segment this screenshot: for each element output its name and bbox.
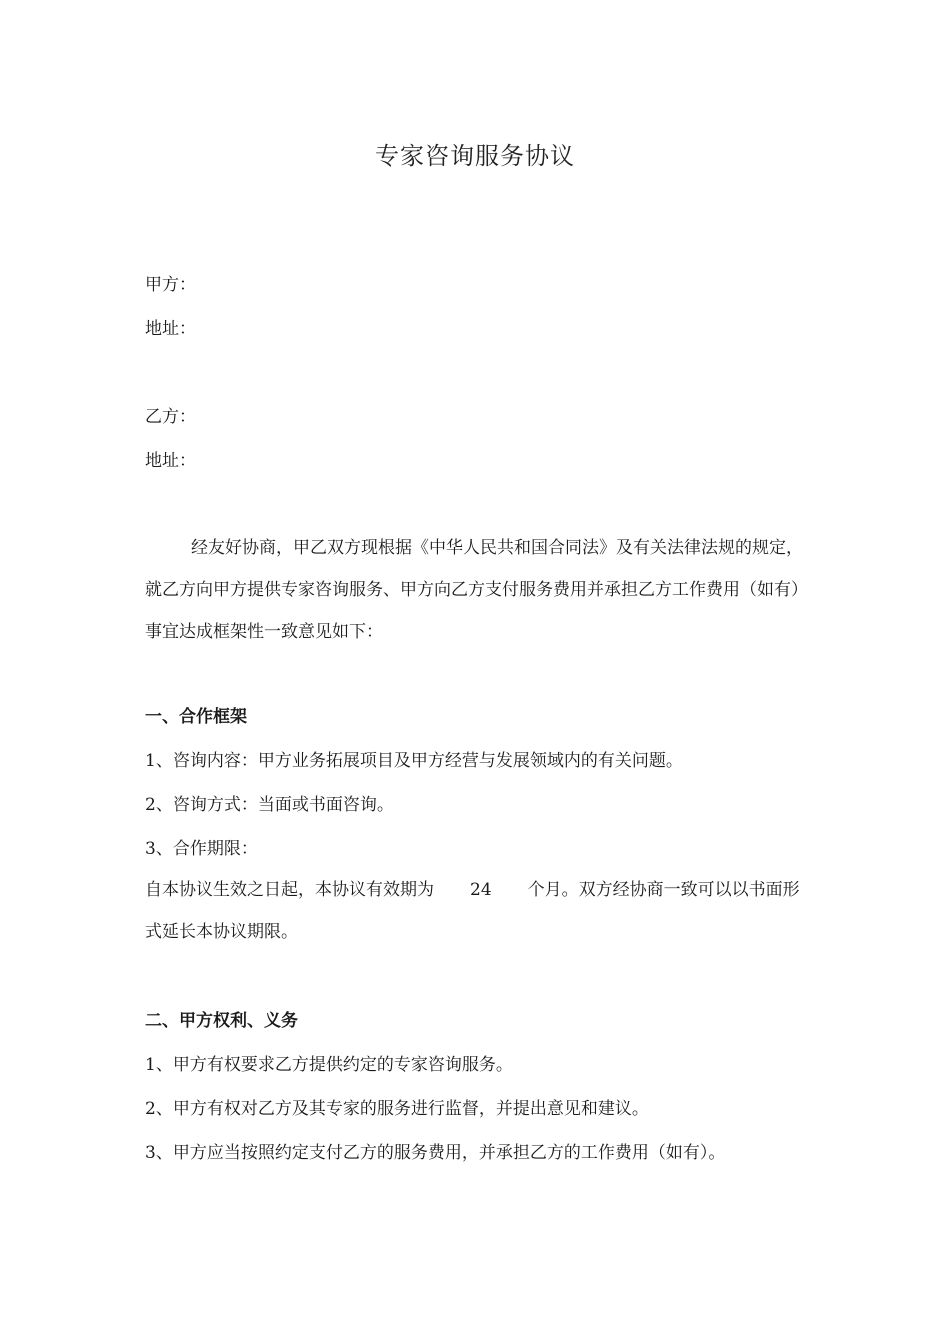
party-b-label: 乙方： bbox=[145, 407, 196, 427]
section2-heading: 二、甲方权利、义务 bbox=[145, 1011, 298, 1031]
party-a-address-label: 地址： bbox=[145, 319, 196, 339]
term-paragraph bbox=[145, 869, 807, 953]
section2-item1: 1、甲方有权要求乙方提供约定的专家咨询服务。 bbox=[145, 1055, 513, 1075]
section2-item3: 3、甲方应当按照约定支付乙方的服务费用，并承担乙方的工作费用（如有）。 bbox=[145, 1143, 726, 1163]
party-b-address-label: 地址： bbox=[145, 451, 196, 471]
party-a-label: 甲方： bbox=[145, 275, 196, 295]
document-title: 专家咨询服务协议 bbox=[375, 142, 575, 170]
section2-item2: 2、甲方有权对乙方及其专家的服务进行监督，并提出意见和建议。 bbox=[145, 1099, 649, 1119]
term-months: 24 bbox=[470, 880, 492, 900]
section1-item2: 2、咨询方式：当面或书面咨询。 bbox=[145, 795, 394, 815]
term-text-before: 自本协议生效之日起，本协议有效期为 bbox=[145, 880, 434, 900]
section1-heading: 一、合作框架 bbox=[145, 707, 247, 727]
preamble-paragraph bbox=[145, 527, 807, 653]
preamble-text: 经友好协商，甲乙双方现根据《中华人民共和国合同法》及有关法律法规的规定，就乙方向甲方提供专家咨询服务、甲方向乙方支付服务费用并承担乙方工作费用（如有）事宜达成框架性一致意见如下： bbox=[145, 538, 803, 642]
section1-item3: 3、合作期限： bbox=[145, 839, 258, 859]
term-text-after: 个月。双方经协商一致可以以书面形式延长本协议期限。 bbox=[145, 880, 800, 942]
section1-item1: 1、咨询内容：甲方业务拓展项目及甲方经营与发展领域内的有关问题。 bbox=[145, 751, 683, 771]
